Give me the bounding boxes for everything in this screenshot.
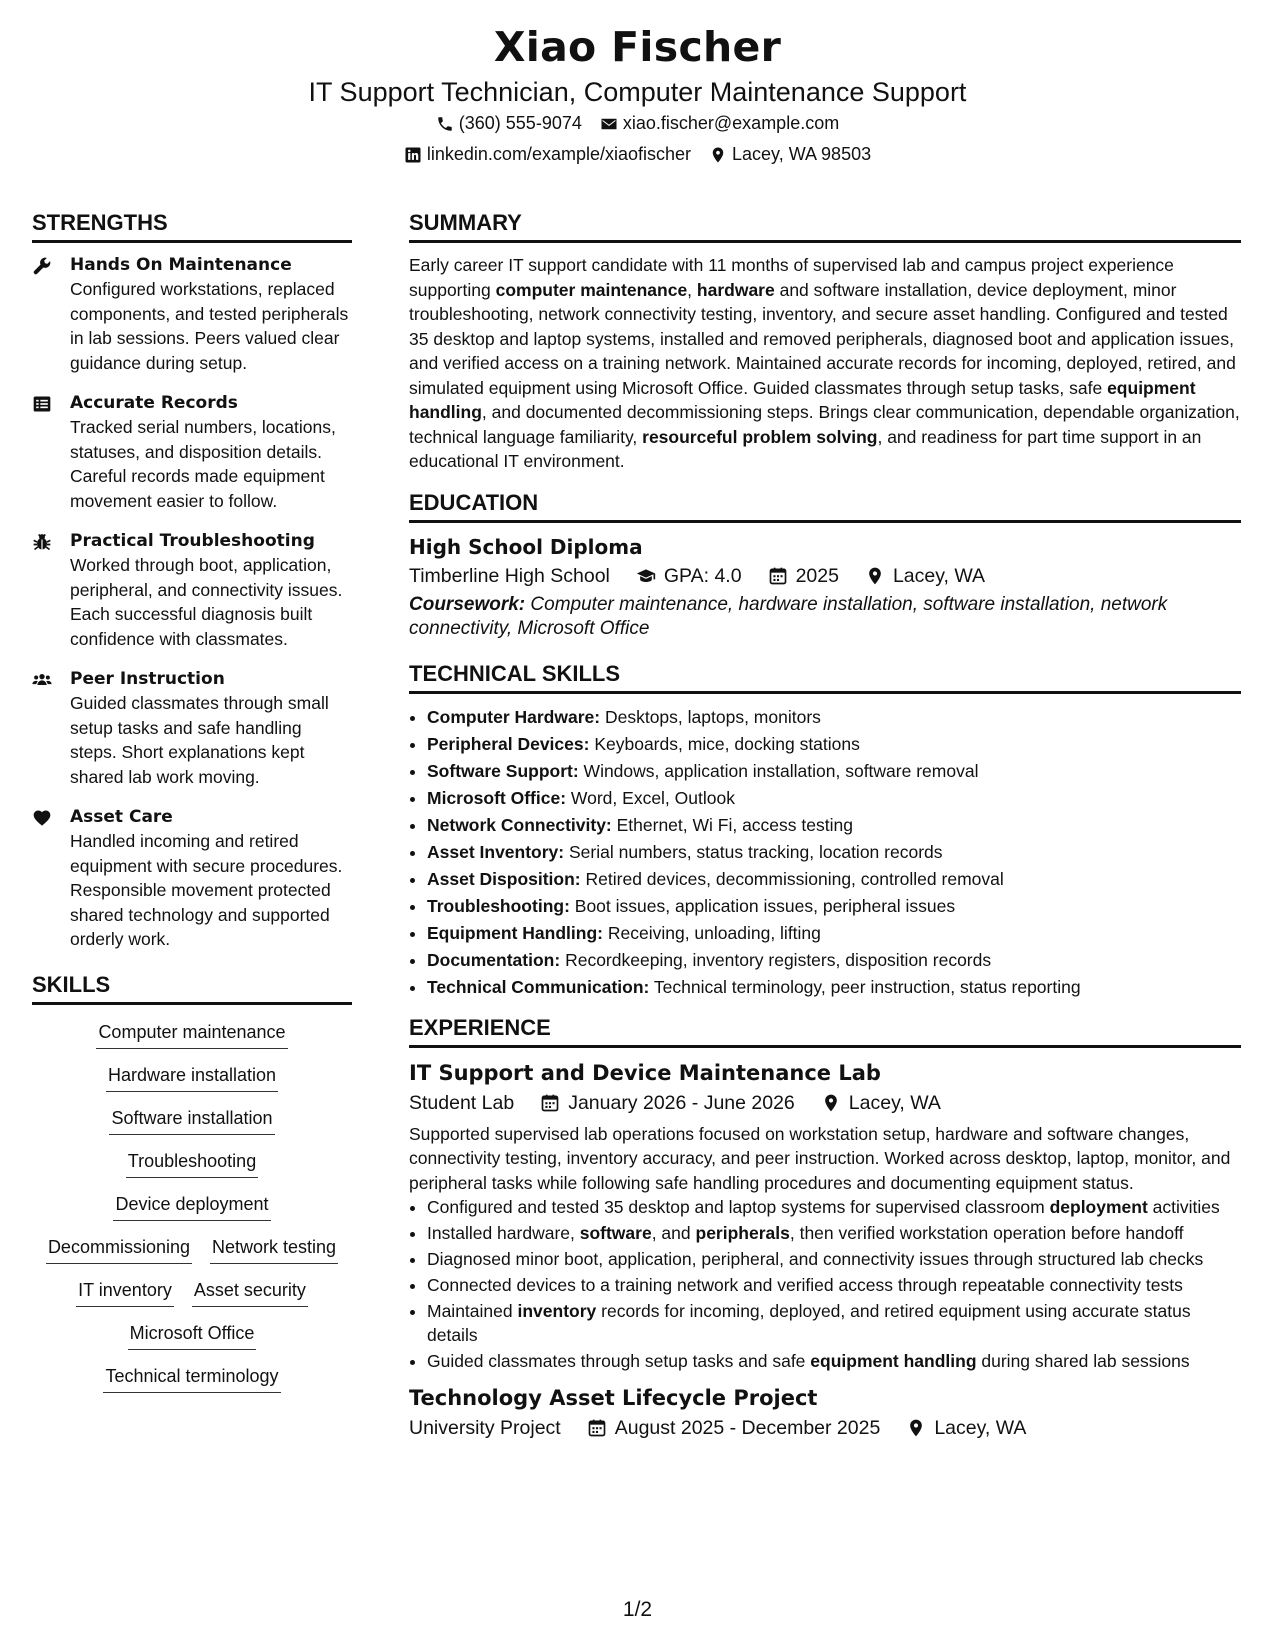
coursework	[409, 593, 1241, 641]
phone-text: (360) 555-9074	[458, 113, 582, 133]
list-item: • Installed hardware, software, and peripherals, then verified workstation operation before handoff	[427, 1221, 1241, 1245]
job-meta	[409, 1088, 1241, 1118]
linkedin-icon	[404, 146, 422, 164]
graduation-cap-icon	[636, 566, 656, 586]
strength-title: Peer Instruction	[70, 669, 225, 689]
technical-skills-list	[409, 704, 1241, 1001]
location-text: Lacey, WA 98503	[732, 144, 872, 164]
strength-title: Asset Care	[70, 807, 173, 827]
job-title: IT Support and Device Maintenance Lab	[409, 1060, 881, 1085]
skills-heading: SKILLS	[32, 972, 352, 1005]
gpa-text: GPA: 4.0	[663, 564, 742, 587]
list-item	[427, 812, 1241, 839]
candidate-headline: IT Support Technician, Computer Maintenance Support	[308, 77, 967, 107]
skill-tag: Decommissioning	[46, 1234, 192, 1264]
skill-value: Technical terminology, peer instruction, status reporting	[653, 976, 1081, 997]
strength-title: Practical Troubleshooting	[70, 531, 315, 551]
linkedin-contact	[404, 139, 691, 170]
skill-value: Windows, application installation, software removal	[583, 760, 979, 781]
strength-desc: Tracked serial numbers, locations, statuses, and disposition details. Careful records made equipment movement easier to follow.	[70, 417, 336, 511]
skill-tag: Hardware installation	[106, 1062, 278, 1092]
skill-tag: Network testing	[210, 1234, 338, 1264]
left-column	[32, 210, 352, 1406]
skill-label: Documentation:	[427, 949, 561, 970]
skill-value: Retired devices, decommissioning, controlled removal	[585, 868, 1004, 889]
skill-value: Ethernet, Wi Fi, access testing	[616, 814, 853, 835]
skill-label: Software Support:	[427, 760, 579, 781]
list-item	[427, 866, 1241, 893]
list-item	[427, 785, 1241, 812]
strength-desc: Configured workstations, replaced components, and tested peripherals in lab sessions. Peers valued clear guidance during setup.	[70, 279, 349, 373]
strength-item	[32, 391, 352, 513]
skill-tag: Microsoft Office	[128, 1320, 257, 1350]
list-item	[427, 974, 1241, 1001]
school-location: Lacey, WA	[892, 564, 986, 587]
skill-tag: Software installation	[109, 1105, 274, 1135]
skill-value: Word, Excel, Outlook	[570, 787, 735, 808]
job-meta	[409, 1413, 1241, 1443]
skill-label: Asset Inventory:	[427, 841, 565, 862]
skill-value: Receiving, unloading, lifting	[607, 922, 821, 943]
skill-tag: Device deployment	[113, 1191, 270, 1221]
job-bullets	[409, 1195, 1241, 1373]
list-item	[427, 893, 1241, 920]
linkedin-text: linkedin.com/example/xiaofischer	[426, 144, 692, 164]
phone-icon	[436, 115, 454, 133]
calendar-icon	[540, 1093, 560, 1113]
skill-value: Boot issues, application issues, peripheral issues	[574, 895, 956, 916]
job-title: Technology Asset Lifecycle Project	[409, 1386, 818, 1410]
list-item	[427, 839, 1241, 866]
envelope-icon	[600, 115, 618, 133]
strength-desc: Guided classmates through small setup tasks and safe handling steps. Short explanations kept shared lab work moving.	[70, 693, 329, 787]
list-item	[427, 920, 1241, 947]
list-item: • Guided classmates through setup tasks and safe equipment handling during shared lab sessions	[427, 1349, 1241, 1373]
skill-value: Serial numbers, status tracking, location records	[569, 841, 943, 862]
skill-label: Troubleshooting:	[427, 895, 570, 916]
resume-header	[0, 20, 1275, 170]
skill-value: Keyboards, mice, docking stations	[594, 733, 860, 754]
job-location: Lacey, WA	[934, 1417, 1027, 1439]
skill-value: Recordkeeping, inventory registers, disposition records	[565, 949, 992, 970]
strength-item	[32, 529, 352, 651]
skill-tag: Computer maintenance	[96, 1019, 287, 1049]
job-description: Supported supervised lab operations focused on workstation setup, hardware and software changes, connectivity testing, inventory accuracy, and peer instruction. Worked across desktop, laptop, monitor, and peripheral tasks while following safe handling procedures and documenting equipment status.	[409, 1123, 1231, 1193]
skill-label: Equipment Handling:	[427, 922, 603, 943]
list-item: • Connected devices to a training network and verified access through repeatable connectivity tests	[427, 1273, 1241, 1297]
strength-item	[32, 805, 352, 952]
skill-label: Microsoft Office:	[427, 787, 567, 808]
skill-value: Desktops, laptops, monitors	[604, 706, 821, 727]
contact-line-1	[0, 108, 1275, 139]
map-pin-icon	[906, 1418, 926, 1438]
right-column	[409, 210, 1241, 1443]
contact-line-2	[0, 139, 1275, 170]
coursework-text: Computer maintenance, hardware installation, software installation, network connectivity, Microsoft Office	[409, 593, 1168, 639]
skill-tag: Troubleshooting	[126, 1148, 258, 1178]
users-icon	[32, 670, 52, 690]
skill-tag: Technical terminology	[103, 1363, 280, 1393]
skill-label: Peripheral Devices:	[427, 733, 590, 754]
degree-title: High School Diploma	[409, 534, 643, 559]
strength-title: Hands On Maintenance	[70, 255, 292, 275]
experience-heading: EXPERIENCE	[409, 1015, 1241, 1048]
heart-icon	[32, 808, 52, 828]
map-pin-icon	[865, 566, 885, 586]
list-item: • Maintained inventory records for incoming, deployed, and retired equipment using accurate status details	[427, 1299, 1241, 1347]
email-text: xiao.fischer@example.com	[622, 113, 840, 133]
skills-tags	[32, 1015, 352, 1406]
candidate-name: Xiao Fischer	[493, 23, 782, 71]
skill-label: Asset Disposition:	[427, 868, 581, 889]
strength-item	[32, 667, 352, 789]
email-contact	[600, 108, 839, 139]
skill-label: Computer Hardware:	[427, 706, 601, 727]
strength-desc: Worked through boot, application, peripheral, and connectivity issues. Each successful diagnosis built confidence with classmates.	[70, 555, 343, 649]
school-name: Timberline High School	[409, 564, 610, 587]
job-org: Student Lab	[409, 1091, 515, 1114]
wrench-icon	[32, 256, 52, 276]
skill-tag: Asset security	[192, 1277, 308, 1307]
job-org: University Project	[409, 1417, 561, 1439]
skill-tag: IT inventory	[76, 1277, 174, 1307]
bug-icon	[32, 532, 52, 552]
list-item: • Configured and tested 35 desktop and laptop systems for supervised classroom deployment activities	[427, 1195, 1241, 1219]
calendar-icon	[587, 1418, 607, 1438]
list-item	[427, 947, 1241, 974]
technical-skills-heading: TECHNICAL SKILLS	[409, 661, 1241, 694]
skill-label: Network Connectivity:	[427, 814, 612, 835]
phone-contact	[436, 108, 582, 139]
job-dates: August 2025 - December 2025	[614, 1417, 881, 1439]
strength-title: Accurate Records	[70, 393, 238, 413]
strengths-heading: STRENGTHS	[32, 210, 352, 243]
skill-label: Technical Communication:	[427, 976, 650, 997]
map-pin-icon	[821, 1093, 841, 1113]
job-location: Lacey, WA	[848, 1091, 941, 1114]
summary-text: Early career IT support candidate with 11 months of supervised lab and campus project experience supporting computer maintenance, hardware and software installation, device deployment, minor troubleshooting, network connectivity testing, inventory, and secure asset handling. Configured and tested 35 desktop and laptop systems, installed and removed peripherals, diagnosed boot and application issues, and verified access on a training network. Maintained accurate records for incoming, deployed, retired, and simulated equipment using Microsoft Office. Guided classmates through setup tasks, safe equipment handling, and documented decommissioning steps. Brings clear communication, dependable organization, technical language familiarity, resourceful problem solving, and readiness for part time support in an educational IT environment.	[409, 255, 1240, 471]
location-contact	[709, 139, 871, 170]
grad-year: 2025	[795, 564, 839, 587]
list-icon	[32, 394, 52, 414]
page-number: 1/2	[622, 1598, 653, 1621]
list-item	[427, 704, 1241, 731]
list-item	[427, 758, 1241, 785]
strength-item	[32, 253, 352, 375]
strength-desc: Handled incoming and retired equipment with secure procedures. Responsible movement protected shared technology and supported orderly work.	[70, 831, 343, 949]
education-heading: EDUCATION	[409, 490, 1241, 523]
job-dates: January 2026 - June 2026	[568, 1091, 795, 1114]
coursework-label: Coursework:	[409, 593, 526, 615]
calendar-icon	[768, 566, 788, 586]
summary-heading: SUMMARY	[409, 210, 1241, 243]
list-item: • Diagnosed minor boot, application, peripheral, and connectivity issues through structured lab checks	[427, 1247, 1241, 1271]
map-pin-icon	[709, 146, 727, 164]
education-meta	[409, 561, 1241, 591]
list-item	[427, 731, 1241, 758]
